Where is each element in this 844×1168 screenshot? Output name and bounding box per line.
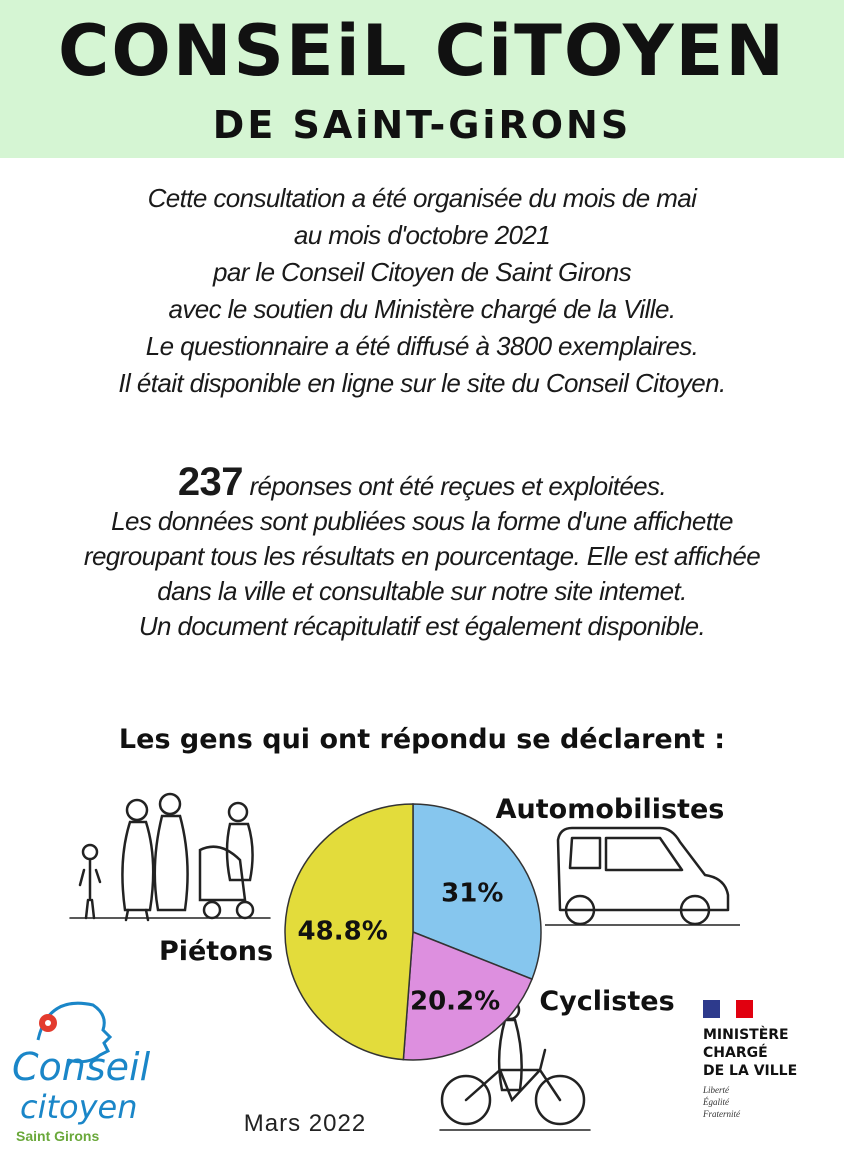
pedestrians-illustration — [70, 794, 270, 920]
logo-line2: citoyen — [20, 1088, 138, 1126]
stats-line: regroupant tous les résultats en pourcentage. Elle est affichée — [83, 541, 761, 571]
legend-automobilistes: Automobilistes — [495, 794, 725, 825]
header-banner — [0, 0, 844, 158]
slice-label: 31% — [441, 878, 504, 909]
page-subtitle: DE SAiNT-GiRONS — [212, 103, 632, 147]
response-count-text: réponses ont été reçues et exploitées. — [242, 471, 667, 501]
response-count: 237 — [177, 460, 243, 504]
flag-blue — [703, 1000, 720, 1018]
intro-line: Il était disponible en ligne sur le site du Conseil Citoyen. — [118, 368, 726, 398]
stats-line: Les données sont publiées sous la forme d'une affichette — [111, 506, 733, 536]
stats-text — [20, 460, 824, 644]
flag-white — [720, 1000, 737, 1018]
intro-line: au mois d'octobre 2021 — [293, 220, 551, 250]
slice-label: 20.2% — [409, 986, 501, 1017]
logo-line3: Saint Girons — [16, 1128, 100, 1144]
stats-headline — [20, 460, 824, 504]
intro-line: par le Conseil Citoyen de Saint Girons — [213, 257, 631, 287]
intro-line: Le questionnaire a été diffusé à 3800 exemplaires. — [145, 331, 699, 361]
logo-line1: Conseil — [12, 1045, 151, 1089]
stats-line: dans la ville et consultable sur notre site intemet. — [157, 576, 687, 606]
stats-line: Un document récapitulatif est également disponible. — [138, 611, 706, 641]
intro-line: Cette consultation a été organisée du mois de mai — [147, 183, 697, 213]
slice-label: 48.8% — [297, 916, 388, 947]
legend-cyclistes: Cyclistes — [539, 986, 675, 1017]
marianne-flag-icon — [703, 1000, 753, 1018]
ministry-motto: Liberté Égalité Fraternité — [703, 1085, 740, 1119]
legend-pietons: Piétons — [158, 936, 274, 967]
ministry-name: MINISTÈRE CHARGÉ DE LA VILLE — [703, 1027, 798, 1079]
chart-title: Les gens qui ont répondu se déclarent : — [118, 724, 726, 755]
ministry-block — [703, 1000, 833, 1120]
page-title: CONSEiL CiTOYEN — [58, 10, 786, 92]
flag-red — [736, 1000, 753, 1018]
car-illustration — [545, 828, 740, 925]
intro-line: avec le soutien du Ministère chargé de la Ville. — [168, 294, 676, 324]
intro-text — [20, 180, 824, 402]
publication-date: Mars 2022 — [243, 1110, 367, 1137]
